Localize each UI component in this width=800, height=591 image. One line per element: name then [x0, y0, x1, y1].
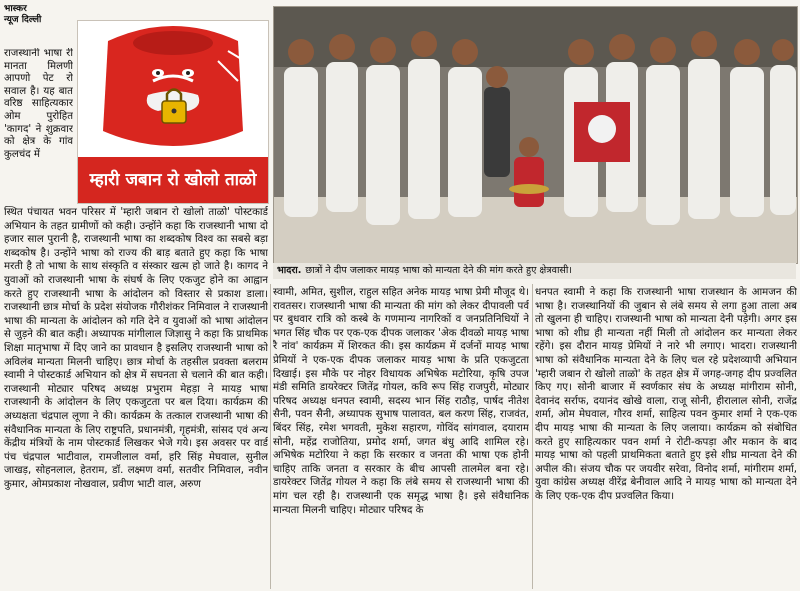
photo-caption-text: छात्रों ने दीप जलाकर मायड़ भाषा को मान्यता देने की मांग करते हुए क्षेत्रवासी। — [305, 265, 573, 276]
article-column-right-text: धनपत स्वामी ने कहा कि राजस्थानी भाषा राजस्थान के आमजन की भाषा है। राजस्थानियों की जुबान से लंबे समय से लगा हुआ ताला अब तो खुलना ही चाहिए। राजस्थानी भाषा को मान्यता देनी पड़ेगी। अगर इस भाषा को शीघ्र ही मान्यता नहीं मिली तो आंदोलन कर मान्यता लेकर रहेंगे। इस दौरान मायड़ प्रेमियों ने नारे भी लगाए। भादरा। राजस्थानी भाषा को संवैधानिक मान्यता देने के लिए चल रहे प्रदेशव्यापी अभियान 'म्हारी जबान रो खोलो ताळो' के तहत क्षेत्र में जगह-जगह दीप प्रज्वलित किए गए। सोनी बाजार में स्वर्णकार संघ के अध्यक्ष मांगीराम सोनी, देवानंद सर्राफ, दयानंद खोखे वाला, राजू सोनी, हीरालाल सोनी, राजेंद्र शर्मा, ओम मेघवाल, गौरव शर्मा, साहित्य पवन कुमार शर्मा ने एक-एक दीप मायड़ भाषा की मान्यता के लिए जलाया। कार्यक्रम को संबोधित करते हुए साहित्यकार पवन शर्मा ने रोटी-कपड़ा और मकान के बाद मायड़ भाषा को पहली प्राथमिकता बताते हुए इसे शीघ्र मान्यता देने की अपील की। संजय चौक पर जयवीर सरेवा, विनोद शर्मा, मांगीराम शर्मा, युवा कांग्रेस अध्यक्ष वीरेंद्र बेनीवाल आदि ने मायड़ भाषा को मान्यता देने के लिए एक-एक दीप प्रज्वलित किया। — [535, 287, 797, 502]
article-intro — [4, 48, 73, 202]
dateline — [4, 4, 41, 26]
locked-mouth-face-icon — [78, 21, 268, 157]
article-column-right — [535, 286, 797, 591]
article-column-left-text: स्थित पंचायत भवन परिसर में 'म्हारी जबान रो खोलो ताळो' पोस्टकार्ड अभियान के तहत ग्रामीणों को कही। उन्होंने कहा कि राजस्थानी भाषा दो हजार साल पुरानी है, राजस्थानी भाषा का शब्दकोष विश्व का सबसे बड़ा शब्दकोष है। उन्होंने भाषा को राज्य की बाड़ बताते हुए कहा कि भाषा मरती है तो भाषा के साथ संस्कृति व संस्कार खत्म हो जाते है। कागद ने युवाओं को राजस्थानी भाषा के संघर्ष के लिए एकजुट होने का आह्वान करते हुए राजस्थानी भाषा के आंदोलन को विस्तार से प्रकाश डाला। राजस्थानी छात्र मोर्चा के प्रदेश संयोजक गौरीशंकर निमिवाल ने राजस्थानी भाषा की मान्यता के आंदोलन को गति देने व युवाओं को भाषा आंदोलन से जुड़ने की बात कही। अध्यापक मांगीलाल जिज्ञासु ने कहा कि प्राथमिक शिक्षा मातृभाषा में दिए जाने का प्रावधान है इसलिए राजस्थानी भाषा को अविलंब मान्यता मिलनी चाहिए। छात्र मोर्चा के तहसील प्रवक्ता बलराम स्वामी ने पोस्टकार्ड अभियान को क्षेत्र में सघनता से चलाने की बात कही। राजस्थानी मोट्यार परिषद अध्यक्ष प्रभुराम मेहड़ा ने मायड़ भाषा राजस्थानी के आंदोलन के लिए एकजुटता पर बल दिया। कार्यक्रम की अध्यक्षता चंद्रपाल लूणा ने की। कार्यक्रम के तत्काल राजस्थानी भाषा की संवैधानिक मान्यता के लिए राष्ट्रपति, प्रधानमंत्री, गृहमंत्री, सांसद एवं अन्य केंद्रीय मंत्रियों के नाम पोस्टकार्ड लिखकर भेजे गये। इस अवसर पर वार्ड पंच चंद्रपाल भाटीवाल, रामजीलाल वर्मा, हरि सिंह मेघवाल, सुनील जाखड़, सोहनलाल, हेतराम, डॉ. लक्ष्मण वर्मा, सतवीर निमिवाल, नवीन कुमार, ओमप्रकाश नोखवाल, प्रवीण भाटी वाल, अरुण — [4, 207, 268, 490]
photo-caption-place: भादरा. — [277, 265, 302, 276]
column-divider — [532, 284, 533, 589]
cartoon-illustration — [77, 20, 269, 204]
article-intro-text: राजस्थानी भाषा री मानता मिलणी आपणो पेट रो सवाल है। यह बात वरिष्ठ साहित्यकार ओम पुरोहित 'कागद' ने शुक्रवार को क्षेत्र के गांव कुलचंद में — [4, 48, 73, 160]
photo-caption — [273, 263, 796, 279]
column-divider — [270, 284, 271, 589]
paper-name: भास्कर — [4, 4, 27, 14]
cartoon-slogan: म्हारी जबान रो खोलो ताळो — [78, 157, 268, 203]
group-photo-image — [274, 7, 797, 263]
article-column-left — [4, 206, 268, 591]
article-column-middle-text: स्वामी, अमित, सुशील, राहुल सहित अनेक मायड़ भाषा प्रेमी मौजूद थे। रावतसर। राजस्थानी भाषा की मान्यता की मांग को लेकर दीपावली पर्व पर बुधवार रात्रि को कस्बे के गणमान्य नागरिकों व जनप्रतिनिधियों ने भगत सिंह चौक पर एक-एक दीपक जलाकर 'अेक दीवळो मायड़ भाषा रै नांव' कार्यक्रम में शिरकत की। इस कार्यक्रम में दर्जनों मायड़ भाषा प्रेमियों ने एक-एक दीपक जलाकर मायड़ भाषा के प्रति एकजुटता दिखाई। इस मौके पर नोहर विधायक अभिषेक मटोरिया, कृषि उपज मंडी समिति डायरेक्टर जितेंद्र गोयल, कवि रूप सिंह राजपुरी, मोट्यार परिषद अध्यक्ष धनपत स्वामी, सदस्य भान सिंह राठौड़, पार्षद नीतेश सैनी, पवन सैनी, अध्यापक सुभाष पालावत, बल करण सिंह, राजवंत, बिंदर सिंह, रमेश भगवती, मुकेश सहारण, गोविंद सांगवाल, दयाराम सोनी, महेंद्र राजोतिया, प्रमोद शर्मा, जगत बंधु आदि शामिल रहे। अभिषेक मटोरिया ने कहा कि सरकार व जनता की भाषा एक होनी चाहिए ताकि जनता व सरकार के बीच आपसी तालमेल बना रहे। डायरेक्टर जितेंद्र गोयल ने कहा कि लंबे समय से राजस्थानी भाषा की मांग चल रही है। राजस्थानी एक समृद्ध भाषा है। इसे संवैधानिक मान्यता मिलनी चाहिए। मोट्यार परिषद के — [273, 287, 529, 516]
city-name: दिल्ली — [21, 15, 42, 25]
article-column-middle — [273, 286, 529, 591]
desk-name: न्यूज — [4, 15, 19, 25]
news-photo — [273, 6, 798, 264]
